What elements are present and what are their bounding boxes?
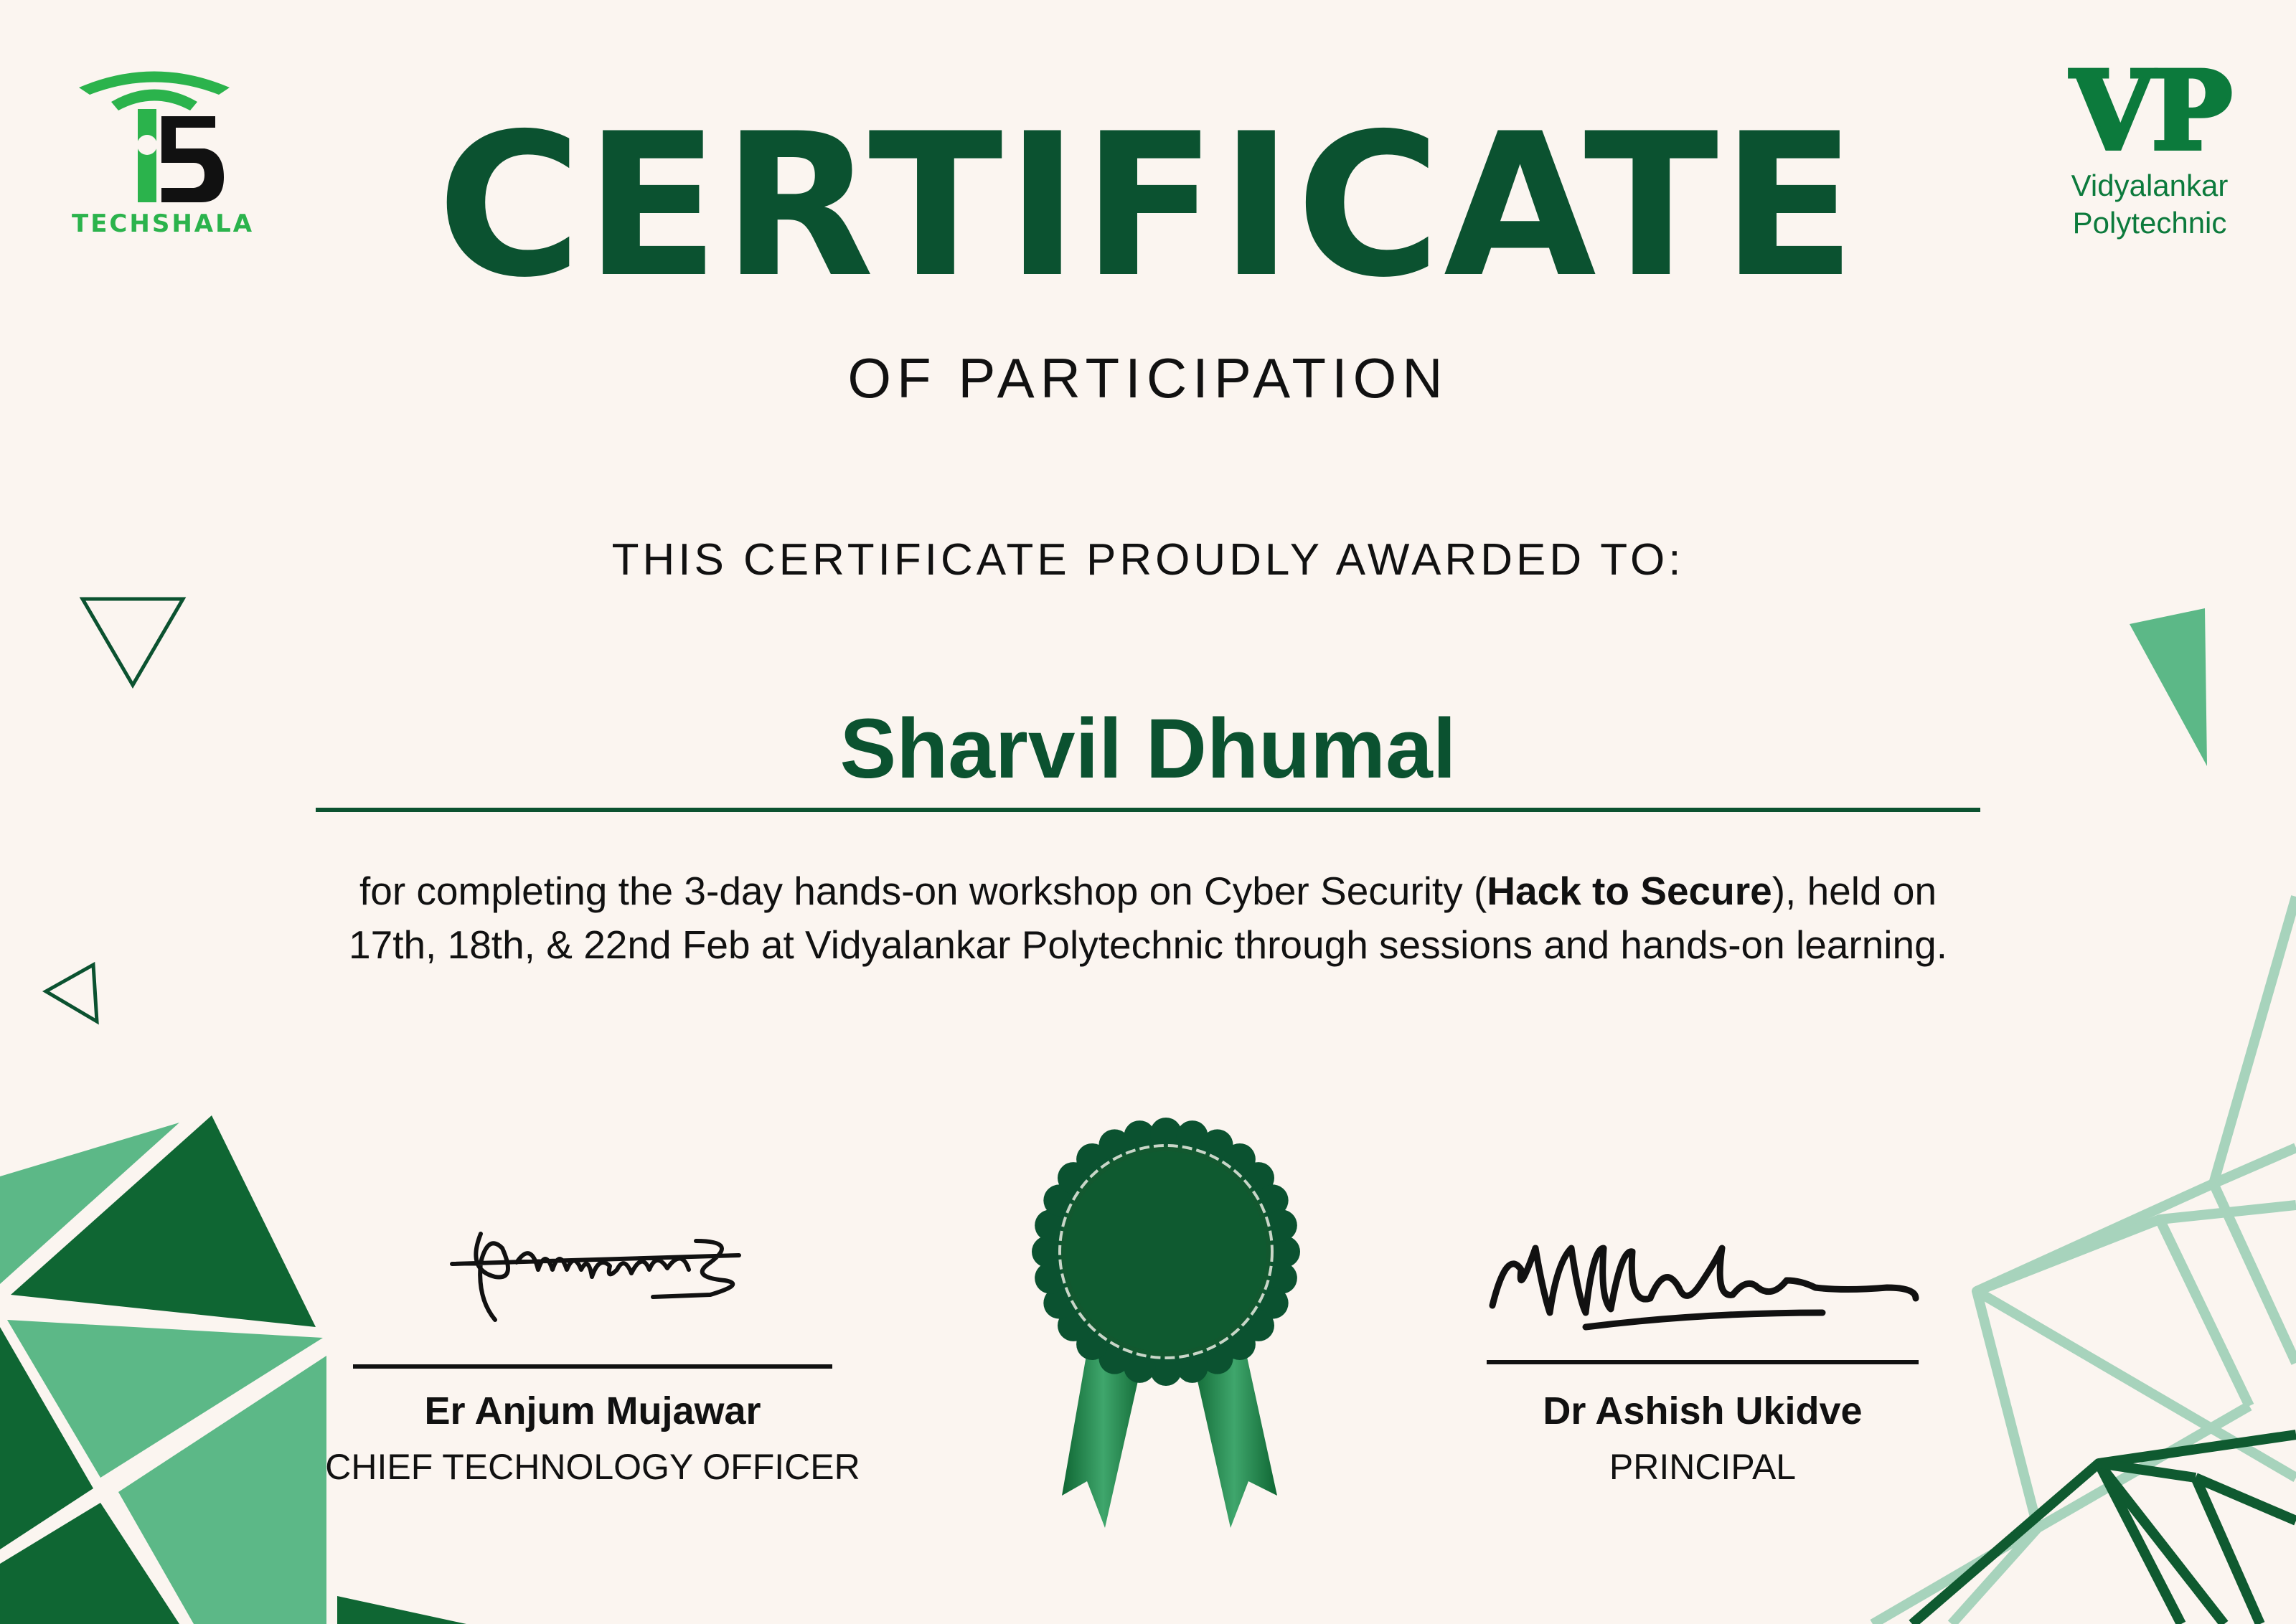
signature-icon — [1485, 1219, 1930, 1341]
bottom-left-polygons — [0, 1115, 466, 1624]
vp-line2: Polytechnic — [2072, 206, 2227, 240]
certificate-subtitle: OF PARTICIPATION — [847, 346, 1449, 410]
triangle-decor-icon — [46, 965, 97, 1021]
awarded-to-label: THIS CERTIFICATE PROUDLY AWARDED TO: — [611, 535, 1685, 585]
award-seal-icon — [1026, 1115, 1306, 1531]
signature-icon — [438, 1212, 746, 1334]
name-underline — [316, 808, 1980, 812]
description-after: ), held on 17th, 18th, & 22nd Feb at Vidyalankar Polytechnic through sessions and hands-on learning. — [349, 869, 1947, 967]
certificate-title: CERTIFICATE — [437, 91, 1859, 321]
workshop-name: Hack to Secure — [1487, 869, 1772, 913]
techshala-wordmark: TECHSHALA — [72, 209, 255, 238]
triangle-decor-icon — [83, 599, 183, 685]
certificate-description — [316, 864, 1980, 972]
left-signatory-name: Er Anjum Mujawar — [424, 1389, 761, 1432]
right-signature-line — [1487, 1360, 1919, 1364]
right-signatory-name: Dr Ashish Ukidve — [1543, 1389, 1863, 1432]
left-signature-line — [353, 1364, 832, 1369]
left-signatory-title: CHIEF TECHNOLOGY OFFICER — [325, 1447, 860, 1487]
description-before: for completing the 3-day hands-on workshop on Cyber Security ( — [359, 869, 1487, 913]
right-signatory-title: PRINCIPAL — [1609, 1447, 1797, 1487]
vp-monogram: VP — [2071, 48, 2230, 174]
recipient-name: Sharvil Dhumal — [839, 702, 1457, 796]
vp-line1: Vidyalankar — [2071, 169, 2229, 202]
bottom-right-network — [1873, 897, 2296, 1624]
